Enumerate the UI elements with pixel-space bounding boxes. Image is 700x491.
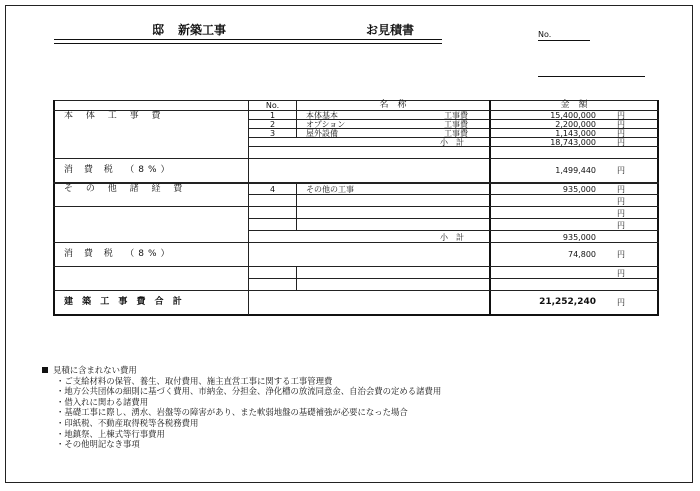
- date-line: [538, 76, 645, 77]
- yen-unit: 円: [617, 197, 625, 206]
- yen-unit: 円: [617, 111, 625, 120]
- subtotal-amount: 935,000: [562, 233, 596, 242]
- header-no: No.: [265, 101, 280, 110]
- tax-amount: 1,499,440: [555, 166, 596, 175]
- yen-unit: 円: [617, 166, 625, 175]
- row-line: [248, 278, 659, 279]
- note-item: ・地鎮祭、上棟式等行事費用: [56, 428, 165, 439]
- yen-unit: 円: [617, 269, 625, 278]
- square-bullet-icon: [42, 367, 48, 373]
- yen-unit: 円: [617, 138, 625, 147]
- tax-label: 消 費 税 （8%）: [64, 165, 174, 175]
- row-amount: 1,143,000: [555, 129, 596, 138]
- notes-heading: 見積に含まれない費用: [53, 365, 137, 375]
- note-item: ・基礎工事に際し、湧水、岩盤等の障害があり、また軟弱地盤の基礎補強が必要になった場合: [56, 407, 408, 418]
- note-item: ・その他明記なき事項: [56, 439, 140, 450]
- tax-label: 消 費 税 （8%）: [64, 249, 174, 259]
- table-border-left: [53, 100, 55, 315]
- yen-unit: 円: [617, 129, 625, 138]
- row-line: [248, 218, 659, 219]
- note-item: ・印紙税、不動産取得税等各税務費用: [56, 417, 199, 428]
- header-amount: 金 額: [560, 100, 588, 110]
- row-line: [53, 266, 659, 267]
- row-no: 4: [269, 185, 276, 194]
- subtotal-amount: 18,743,000: [550, 138, 596, 147]
- note-item: ・借入れに関わる諸費用: [56, 396, 149, 407]
- row-name: 本体基本: [306, 111, 338, 120]
- estimate-number-label: No.: [538, 30, 552, 39]
- subtotal-label: 小 計: [440, 138, 464, 147]
- yen-unit: 円: [617, 185, 625, 194]
- yen-unit: 円: [617, 120, 625, 129]
- row-name: その他の工事: [306, 185, 354, 194]
- row-line: [53, 206, 659, 207]
- client-suffix: 邸: [152, 23, 165, 37]
- row-line: [248, 230, 659, 231]
- exclusions-notes: [42, 365, 441, 450]
- notes-heading-row: [42, 365, 441, 376]
- row-amount: 935,000: [562, 185, 596, 194]
- note-item: ・ご支給材料の保管、養生、取付費用、施主直営工事に関する工事管理費: [56, 375, 333, 386]
- subtotal-label: 小 計: [440, 233, 464, 242]
- row-type: 工事費: [444, 111, 468, 120]
- yen-unit: 円: [617, 298, 625, 307]
- yen-unit: 円: [617, 209, 625, 218]
- document-title: お見積書: [366, 23, 415, 37]
- tax-amount: 74,800: [568, 250, 596, 259]
- yen-unit: 円: [617, 250, 625, 259]
- title-underline: [54, 39, 442, 44]
- row-line: [248, 194, 659, 195]
- row-type: 工事費: [444, 120, 468, 129]
- grand-total-amount: 21,252,240: [539, 297, 596, 307]
- row-line: [53, 158, 659, 159]
- table-border-bottom: [53, 314, 659, 316]
- note-item: ・地方公共団体の細則に基づく費用、市納金、分担金、浄化槽の放流同意金、自治会費の定める諸費用: [56, 386, 442, 397]
- row-no: 1: [269, 111, 276, 120]
- row-name: 屋外設備: [306, 129, 338, 138]
- section-label-other-costs: そ の 他 諸 経 費: [64, 184, 188, 194]
- row-line: [53, 290, 659, 291]
- row-amount: 15,400,000: [550, 111, 596, 120]
- row-no: 2: [269, 120, 276, 129]
- yen-unit: 円: [617, 221, 625, 230]
- row-no: 3: [269, 129, 276, 138]
- table-border-right: [657, 100, 659, 315]
- project-name: 新築工事: [178, 23, 227, 37]
- row-name: オプション: [306, 120, 346, 129]
- row-amount: 2,200,000: [555, 120, 596, 129]
- grand-total-label: 建 築 工 事 費 合 計: [64, 297, 185, 307]
- estimate-number-line: [538, 40, 590, 41]
- row-type: 工事費: [444, 129, 468, 138]
- section-label-main-works: 本 体 工 事 費: [64, 111, 166, 121]
- header-name: 名 称: [379, 100, 407, 110]
- row-line: [53, 242, 659, 243]
